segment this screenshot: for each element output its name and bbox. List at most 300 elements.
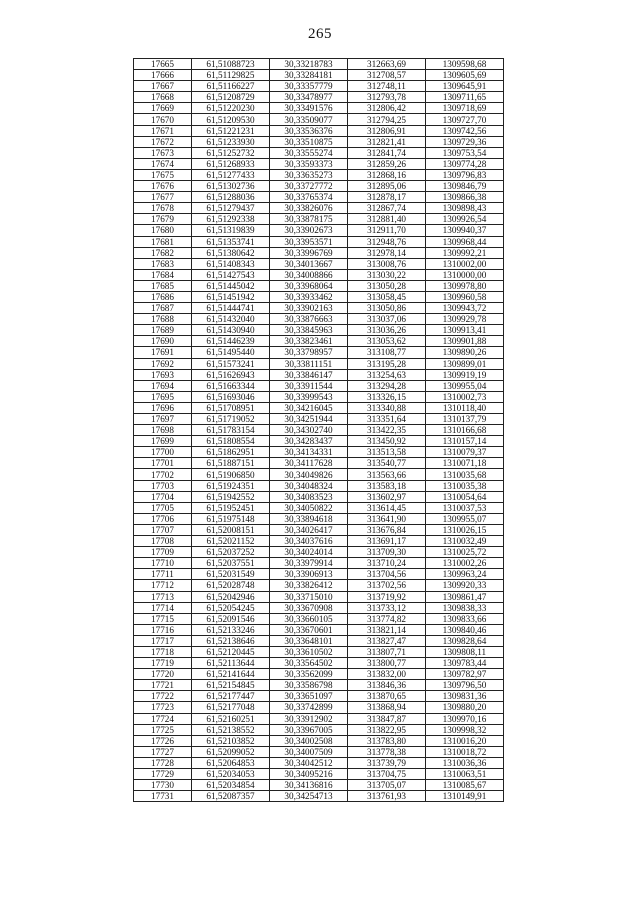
table-row: [134, 558, 504, 569]
table-row: [134, 702, 504, 713]
x-coordinate-cell: 313340,88: [348, 402, 426, 413]
x-coordinate-cell: 313614,45: [348, 502, 426, 513]
x-coordinate-cell: 313719,92: [348, 591, 426, 602]
table-row: [134, 181, 504, 192]
latitude-cell: 61,51166227: [192, 81, 270, 92]
longitude-cell: 30,33284181: [270, 70, 348, 81]
latitude-cell: 61,52028748: [192, 580, 270, 591]
point-number-cell: 17679: [134, 214, 192, 225]
longitude-cell: 30,33509077: [270, 114, 348, 125]
latitude-cell: 61,52133246: [192, 624, 270, 635]
latitude-cell: 61,51719052: [192, 414, 270, 425]
table-row: [134, 547, 504, 558]
latitude-cell: 61,51279437: [192, 203, 270, 214]
y-coordinate-cell: 1309960,58: [426, 291, 504, 302]
longitude-cell: 30,34048324: [270, 480, 348, 491]
latitude-cell: 61,51693046: [192, 391, 270, 402]
table-row: [134, 769, 504, 780]
longitude-cell: 30,33478977: [270, 92, 348, 103]
longitude-cell: 30,33845963: [270, 325, 348, 336]
x-coordinate-cell: 313053,62: [348, 336, 426, 347]
longitude-cell: 30,33536376: [270, 125, 348, 136]
y-coordinate-cell: 1309929,78: [426, 314, 504, 325]
y-coordinate-cell: 1310002,00: [426, 258, 504, 269]
table-row: [134, 70, 504, 81]
x-coordinate-cell: 313705,07: [348, 780, 426, 791]
latitude-cell: 61,52054245: [192, 602, 270, 613]
x-coordinate-cell: 313008,76: [348, 258, 426, 269]
x-coordinate-cell: 312878,17: [348, 192, 426, 203]
latitude-cell: 61,52037252: [192, 547, 270, 558]
x-coordinate-cell: 313821,14: [348, 624, 426, 635]
y-coordinate-cell: 1309861,47: [426, 591, 504, 602]
table-row: [134, 646, 504, 657]
latitude-cell: 61,52177447: [192, 691, 270, 702]
point-number-cell: 17665: [134, 59, 192, 70]
y-coordinate-cell: 1309963,24: [426, 569, 504, 580]
x-coordinate-cell: 313868,94: [348, 702, 426, 713]
table-row: [134, 746, 504, 757]
point-number-cell: 17694: [134, 380, 192, 391]
y-coordinate-cell: 1310002,26: [426, 558, 504, 569]
point-number-cell: 17677: [134, 192, 192, 203]
x-coordinate-cell: 313847,87: [348, 713, 426, 724]
longitude-cell: 30,33562099: [270, 669, 348, 680]
table-row: [134, 436, 504, 447]
latitude-cell: 61,51209530: [192, 114, 270, 125]
y-coordinate-cell: 1309645,91: [426, 81, 504, 92]
latitude-cell: 61,51626943: [192, 369, 270, 380]
table-row: [134, 280, 504, 291]
longitude-cell: 30,33953571: [270, 236, 348, 247]
y-coordinate-cell: 1310118,40: [426, 402, 504, 413]
point-number-cell: 17669: [134, 103, 192, 114]
point-number-cell: 17685: [134, 280, 192, 291]
y-coordinate-cell: 1310036,36: [426, 757, 504, 768]
latitude-cell: 61,51292338: [192, 214, 270, 225]
y-coordinate-cell: 1309913,41: [426, 325, 504, 336]
point-number-cell: 17706: [134, 513, 192, 524]
longitude-cell: 30,34136816: [270, 780, 348, 791]
longitude-cell: 30,33826412: [270, 580, 348, 591]
y-coordinate-cell: 1310016,20: [426, 735, 504, 746]
x-coordinate-cell: 312978,14: [348, 247, 426, 258]
longitude-cell: 30,33727772: [270, 181, 348, 192]
latitude-cell: 61,51445042: [192, 280, 270, 291]
longitude-cell: 30,33555274: [270, 147, 348, 158]
table-row: [134, 691, 504, 702]
y-coordinate-cell: 1309774,28: [426, 158, 504, 169]
point-number-cell: 17726: [134, 735, 192, 746]
longitude-cell: 30,33876663: [270, 314, 348, 325]
table-row: [134, 358, 504, 369]
x-coordinate-cell: 313422,35: [348, 425, 426, 436]
longitude-cell: 30,33510875: [270, 136, 348, 147]
x-coordinate-cell: 313602,97: [348, 491, 426, 502]
table-row: [134, 680, 504, 691]
longitude-cell: 30,33218783: [270, 59, 348, 70]
table-row: [134, 291, 504, 302]
table-row: [134, 757, 504, 768]
table-row: [134, 414, 504, 425]
y-coordinate-cell: 1309919,19: [426, 369, 504, 380]
latitude-cell: 61,52087357: [192, 791, 270, 802]
point-number-cell: 17700: [134, 447, 192, 458]
latitude-cell: 61,51975148: [192, 513, 270, 524]
y-coordinate-cell: 1310054,64: [426, 491, 504, 502]
latitude-cell: 61,52037551: [192, 558, 270, 569]
table-row: [134, 114, 504, 125]
latitude-cell: 61,52138646: [192, 635, 270, 646]
table-row: [134, 602, 504, 613]
x-coordinate-cell: 313351,64: [348, 414, 426, 425]
x-coordinate-cell: 313050,28: [348, 280, 426, 291]
table-row: [134, 81, 504, 92]
table-row: [134, 591, 504, 602]
x-coordinate-cell: 313326,15: [348, 391, 426, 402]
coordinates-table-body: [134, 59, 504, 802]
latitude-cell: 61,52064853: [192, 757, 270, 768]
x-coordinate-cell: 313030,22: [348, 269, 426, 280]
table-row: [134, 269, 504, 280]
table-row: [134, 402, 504, 413]
table-row: [134, 724, 504, 735]
x-coordinate-cell: 312895,06: [348, 181, 426, 192]
point-number-cell: 17722: [134, 691, 192, 702]
table-row: [134, 624, 504, 635]
latitude-cell: 61,51783154: [192, 425, 270, 436]
x-coordinate-cell: 313783,80: [348, 735, 426, 746]
latitude-cell: 61,51444741: [192, 303, 270, 314]
y-coordinate-cell: 1309840,46: [426, 624, 504, 635]
point-number-cell: 17684: [134, 269, 192, 280]
page-number: 265: [308, 26, 332, 42]
latitude-cell: 61,52120445: [192, 646, 270, 657]
latitude-cell: 61,51208729: [192, 92, 270, 103]
longitude-cell: 30,34049826: [270, 469, 348, 480]
latitude-cell: 61,51220230: [192, 103, 270, 114]
longitude-cell: 30,33878175: [270, 214, 348, 225]
latitude-cell: 61,51233930: [192, 136, 270, 147]
y-coordinate-cell: 1310026,15: [426, 524, 504, 535]
table-row: [134, 791, 504, 802]
table-row: [134, 336, 504, 347]
point-number-cell: 17680: [134, 225, 192, 236]
y-coordinate-cell: 1309955,04: [426, 380, 504, 391]
x-coordinate-cell: 313846,36: [348, 680, 426, 691]
x-coordinate-cell: 313774,82: [348, 613, 426, 624]
table-row: [134, 314, 504, 325]
x-coordinate-cell: 313583,18: [348, 480, 426, 491]
latitude-cell: 61,52031549: [192, 569, 270, 580]
table-row: [134, 214, 504, 225]
longitude-cell: 30,33610502: [270, 646, 348, 657]
table-row: [134, 158, 504, 169]
table-row: [134, 491, 504, 502]
point-number-cell: 17703: [134, 480, 192, 491]
x-coordinate-cell: 312867,74: [348, 203, 426, 214]
longitude-cell: 30,34002508: [270, 735, 348, 746]
y-coordinate-cell: 1310149,91: [426, 791, 504, 802]
longitude-cell: 30,33670908: [270, 602, 348, 613]
y-coordinate-cell: 1310035,38: [426, 480, 504, 491]
table-row: [134, 325, 504, 336]
y-coordinate-cell: 1309831,36: [426, 691, 504, 702]
y-coordinate-cell: 1309753,54: [426, 147, 504, 158]
point-number-cell: 17696: [134, 402, 192, 413]
y-coordinate-cell: 1309899,01: [426, 358, 504, 369]
x-coordinate-cell: 312794,25: [348, 114, 426, 125]
longitude-cell: 30,34254713: [270, 791, 348, 802]
x-coordinate-cell: 313704,56: [348, 569, 426, 580]
longitude-cell: 30,33765374: [270, 192, 348, 203]
table-row: [134, 536, 504, 547]
y-coordinate-cell: 1310166,68: [426, 425, 504, 436]
x-coordinate-cell: 313037,06: [348, 314, 426, 325]
longitude-cell: 30,33902163: [270, 303, 348, 314]
longitude-cell: 30,33798957: [270, 347, 348, 358]
x-coordinate-cell: 313195,28: [348, 358, 426, 369]
table-row: [134, 635, 504, 646]
point-number-cell: 17675: [134, 169, 192, 180]
x-coordinate-cell: 313822,95: [348, 724, 426, 735]
table-row: [134, 735, 504, 746]
table-row: [134, 125, 504, 136]
point-number-cell: 17699: [134, 436, 192, 447]
latitude-cell: 61,51430940: [192, 325, 270, 336]
y-coordinate-cell: 1309598,68: [426, 59, 504, 70]
point-number-cell: 17682: [134, 247, 192, 258]
latitude-cell: 61,52177048: [192, 702, 270, 713]
latitude-cell: 61,52154845: [192, 680, 270, 691]
x-coordinate-cell: 312948,76: [348, 236, 426, 247]
point-number-cell: 17672: [134, 136, 192, 147]
latitude-cell: 61,51221231: [192, 125, 270, 136]
y-coordinate-cell: 1309718,69: [426, 103, 504, 114]
table-row: [134, 103, 504, 114]
x-coordinate-cell: 312663,69: [348, 59, 426, 70]
x-coordinate-cell: 312911,70: [348, 225, 426, 236]
point-number-cell: 17667: [134, 81, 192, 92]
y-coordinate-cell: 1309943,72: [426, 303, 504, 314]
table-row: [134, 669, 504, 680]
x-coordinate-cell: 313827,47: [348, 635, 426, 646]
point-number-cell: 17709: [134, 547, 192, 558]
longitude-cell: 30,34007509: [270, 746, 348, 757]
latitude-cell: 61,51277433: [192, 169, 270, 180]
table-row: [134, 380, 504, 391]
latitude-cell: 61,51924351: [192, 480, 270, 491]
y-coordinate-cell: 1310137,79: [426, 414, 504, 425]
point-number-cell: 17683: [134, 258, 192, 269]
longitude-cell: 30,34216045: [270, 402, 348, 413]
longitude-cell: 30,33906913: [270, 569, 348, 580]
table-row: [134, 569, 504, 580]
point-number-cell: 17692: [134, 358, 192, 369]
table-row: [134, 613, 504, 624]
point-number-cell: 17676: [134, 181, 192, 192]
y-coordinate-cell: 1309970,16: [426, 713, 504, 724]
latitude-cell: 61,51446239: [192, 336, 270, 347]
y-coordinate-cell: 1309955,07: [426, 513, 504, 524]
y-coordinate-cell: 1310032,49: [426, 536, 504, 547]
table-row: [134, 458, 504, 469]
table-row: [134, 513, 504, 524]
latitude-cell: 61,51808554: [192, 436, 270, 447]
y-coordinate-cell: 1310071,18: [426, 458, 504, 469]
latitude-cell: 61,51862951: [192, 447, 270, 458]
x-coordinate-cell: 313733,12: [348, 602, 426, 613]
table-row: [134, 524, 504, 535]
y-coordinate-cell: 1309782,97: [426, 669, 504, 680]
x-coordinate-cell: 312881,40: [348, 214, 426, 225]
longitude-cell: 30,33742899: [270, 702, 348, 713]
point-number-cell: 17697: [134, 414, 192, 425]
latitude-cell: 61,52160251: [192, 713, 270, 724]
longitude-cell: 30,33911544: [270, 380, 348, 391]
x-coordinate-cell: 313563,66: [348, 469, 426, 480]
longitude-cell: 30,34026417: [270, 524, 348, 535]
longitude-cell: 30,33651097: [270, 691, 348, 702]
latitude-cell: 61,51268933: [192, 158, 270, 169]
point-number-cell: 17670: [134, 114, 192, 125]
table-row: [134, 203, 504, 214]
latitude-cell: 61,51663344: [192, 380, 270, 391]
latitude-cell: 61,51942552: [192, 491, 270, 502]
latitude-cell: 61,51906850: [192, 469, 270, 480]
longitude-cell: 30,33635273: [270, 169, 348, 180]
latitude-cell: 61,51427543: [192, 269, 270, 280]
longitude-cell: 30,33715010: [270, 591, 348, 602]
longitude-cell: 30,34042512: [270, 757, 348, 768]
longitude-cell: 30,33357779: [270, 81, 348, 92]
point-number-cell: 17693: [134, 369, 192, 380]
x-coordinate-cell: 312748,11: [348, 81, 426, 92]
longitude-cell: 30,33586798: [270, 680, 348, 691]
y-coordinate-cell: 1310025,72: [426, 547, 504, 558]
x-coordinate-cell: 313778,38: [348, 746, 426, 757]
point-number-cell: 17716: [134, 624, 192, 635]
longitude-cell: 30,33967005: [270, 724, 348, 735]
point-number-cell: 17668: [134, 92, 192, 103]
table-row: [134, 469, 504, 480]
y-coordinate-cell: 1310000,00: [426, 269, 504, 280]
longitude-cell: 30,33968064: [270, 280, 348, 291]
table-row: [134, 425, 504, 436]
latitude-cell: 61,51408343: [192, 258, 270, 269]
longitude-cell: 30,33811151: [270, 358, 348, 369]
x-coordinate-cell: 313761,93: [348, 791, 426, 802]
longitude-cell: 30,33564502: [270, 658, 348, 669]
point-number-cell: 17681: [134, 236, 192, 247]
y-coordinate-cell: 1309729,36: [426, 136, 504, 147]
point-number-cell: 17729: [134, 769, 192, 780]
point-number-cell: 17707: [134, 524, 192, 535]
longitude-cell: 30,33933462: [270, 291, 348, 302]
x-coordinate-cell: 312868,16: [348, 169, 426, 180]
point-number-cell: 17725: [134, 724, 192, 735]
x-coordinate-cell: 312708,57: [348, 70, 426, 81]
latitude-cell: 61,52008151: [192, 524, 270, 535]
point-number-cell: 17705: [134, 502, 192, 513]
longitude-cell: 30,33912902: [270, 713, 348, 724]
point-number-cell: 17691: [134, 347, 192, 358]
point-number-cell: 17695: [134, 391, 192, 402]
y-coordinate-cell: 1310002,73: [426, 391, 504, 402]
point-number-cell: 17704: [134, 491, 192, 502]
y-coordinate-cell: 1309796,83: [426, 169, 504, 180]
latitude-cell: 61,52021152: [192, 536, 270, 547]
point-number-cell: 17719: [134, 658, 192, 669]
latitude-cell: 61,52099052: [192, 746, 270, 757]
point-number-cell: 17724: [134, 713, 192, 724]
point-number-cell: 17690: [134, 336, 192, 347]
point-number-cell: 17728: [134, 757, 192, 768]
latitude-cell: 61,51353741: [192, 236, 270, 247]
point-number-cell: 17715: [134, 613, 192, 624]
longitude-cell: 30,33846147: [270, 369, 348, 380]
longitude-cell: 30,33491576: [270, 103, 348, 114]
y-coordinate-cell: 1309898,43: [426, 203, 504, 214]
point-number-cell: 17717: [134, 635, 192, 646]
x-coordinate-cell: 313450,92: [348, 436, 426, 447]
y-coordinate-cell: 1309940,37: [426, 225, 504, 236]
table-row: [134, 480, 504, 491]
y-coordinate-cell: 1309833,66: [426, 613, 504, 624]
table-row: [134, 192, 504, 203]
table-row: [134, 169, 504, 180]
point-number-cell: 17731: [134, 791, 192, 802]
longitude-cell: 30,34117628: [270, 458, 348, 469]
x-coordinate-cell: 313870,65: [348, 691, 426, 702]
y-coordinate-cell: 1309796,50: [426, 680, 504, 691]
x-coordinate-cell: 313702,56: [348, 580, 426, 591]
longitude-cell: 30,33660105: [270, 613, 348, 624]
longitude-cell: 30,34095216: [270, 769, 348, 780]
x-coordinate-cell: 313739,79: [348, 757, 426, 768]
longitude-cell: 30,33826076: [270, 203, 348, 214]
longitude-cell: 30,34302740: [270, 425, 348, 436]
table-row: [134, 347, 504, 358]
longitude-cell: 30,34008866: [270, 269, 348, 280]
latitude-cell: 61,51302736: [192, 181, 270, 192]
y-coordinate-cell: 1309605,69: [426, 70, 504, 81]
longitude-cell: 30,33999543: [270, 391, 348, 402]
point-number-cell: 17673: [134, 147, 192, 158]
table-row: [134, 136, 504, 147]
longitude-cell: 30,33902673: [270, 225, 348, 236]
y-coordinate-cell: 1309920,33: [426, 580, 504, 591]
x-coordinate-cell: 313540,77: [348, 458, 426, 469]
x-coordinate-cell: 313709,30: [348, 547, 426, 558]
x-coordinate-cell: 313513,58: [348, 447, 426, 458]
point-number-cell: 17687: [134, 303, 192, 314]
latitude-cell: 61,51495440: [192, 347, 270, 358]
table-row: [134, 580, 504, 591]
y-coordinate-cell: 1309742,56: [426, 125, 504, 136]
latitude-cell: 61,51252732: [192, 147, 270, 158]
latitude-cell: 61,52091546: [192, 613, 270, 624]
y-coordinate-cell: 1309838,33: [426, 602, 504, 613]
table-row: [134, 713, 504, 724]
latitude-cell: 61,51088723: [192, 59, 270, 70]
point-number-cell: 17678: [134, 203, 192, 214]
longitude-cell: 30,33823461: [270, 336, 348, 347]
y-coordinate-cell: 1309978,80: [426, 280, 504, 291]
y-coordinate-cell: 1310018,72: [426, 746, 504, 757]
longitude-cell: 30,33670601: [270, 624, 348, 635]
y-coordinate-cell: 1309880,20: [426, 702, 504, 713]
